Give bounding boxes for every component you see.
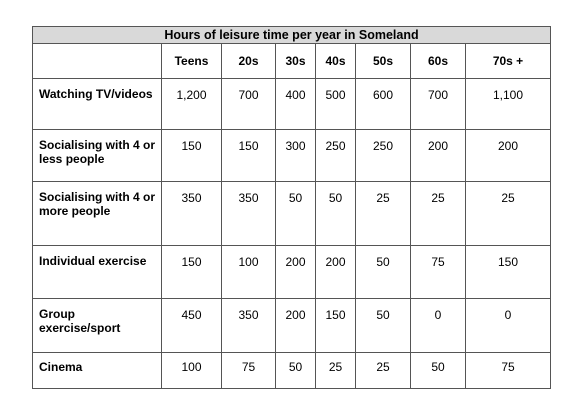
table-cell: 75 [411,246,466,299]
table-cell: 50 [316,182,356,246]
leisure-hours-table [32,26,551,389]
table-cell: 50 [276,182,316,246]
table-row [33,130,551,182]
table-cell: 600 [356,79,411,130]
table-cell: 350 [162,182,222,246]
table-cell: 200 [276,299,316,353]
row-label: Cinema [33,353,162,389]
column-header: 50s [356,44,411,79]
table-cell: 350 [222,299,276,353]
table-row [33,299,551,353]
table-cell: 25 [356,353,411,389]
column-header-row [33,44,551,79]
table-cell: 250 [356,130,411,182]
table-cell: 250 [316,130,356,182]
table-cell: 1,100 [466,79,551,130]
row-label: Socialising with 4 or less people [33,130,162,182]
table-cell: 200 [466,130,551,182]
table-cell: 500 [316,79,356,130]
corner-cell [33,44,162,79]
table-cell: 150 [162,130,222,182]
row-label: Socialising with 4 or more people [33,182,162,246]
table-cell: 25 [356,182,411,246]
table-cell: 0 [411,299,466,353]
column-header: 30s [276,44,316,79]
table-cell: 150 [162,246,222,299]
table-cell: 200 [276,246,316,299]
table-cell: 25 [316,353,356,389]
table-cell: 350 [222,182,276,246]
table-row [33,353,551,389]
table-cell: 150 [316,299,356,353]
row-label: Individual exercise [33,246,162,299]
table-row [33,79,551,130]
table-cell: 700 [411,79,466,130]
table-cell: 50 [356,299,411,353]
table-cell: 450 [162,299,222,353]
table-cell: 150 [466,246,551,299]
row-label: Watching TV/videos [33,79,162,130]
table-cell: 50 [276,353,316,389]
table-cell: 75 [222,353,276,389]
table-row [33,182,551,246]
table-cell: 1,200 [162,79,222,130]
table-cell: 75 [466,353,551,389]
table-row [33,246,551,299]
table-cell: 150 [222,130,276,182]
column-header: 40s [316,44,356,79]
table-cell: 300 [276,130,316,182]
table-cell: 50 [356,246,411,299]
column-header: Teens [162,44,222,79]
row-label: Group exercise/sport [33,299,162,353]
table-title: Hours of leisure time per year in Someland [33,27,551,44]
table-cell: 200 [411,130,466,182]
table-cell: 50 [411,353,466,389]
table-cell: 100 [162,353,222,389]
column-header: 70s + [466,44,551,79]
table-cell: 25 [466,182,551,246]
column-header: 20s [222,44,276,79]
column-header: 60s [411,44,466,79]
table-cell: 0 [466,299,551,353]
table-cell: 25 [411,182,466,246]
table-cell: 100 [222,246,276,299]
table-title-row [33,27,551,44]
table-cell: 700 [222,79,276,130]
table-cell: 400 [276,79,316,130]
table-cell: 200 [316,246,356,299]
